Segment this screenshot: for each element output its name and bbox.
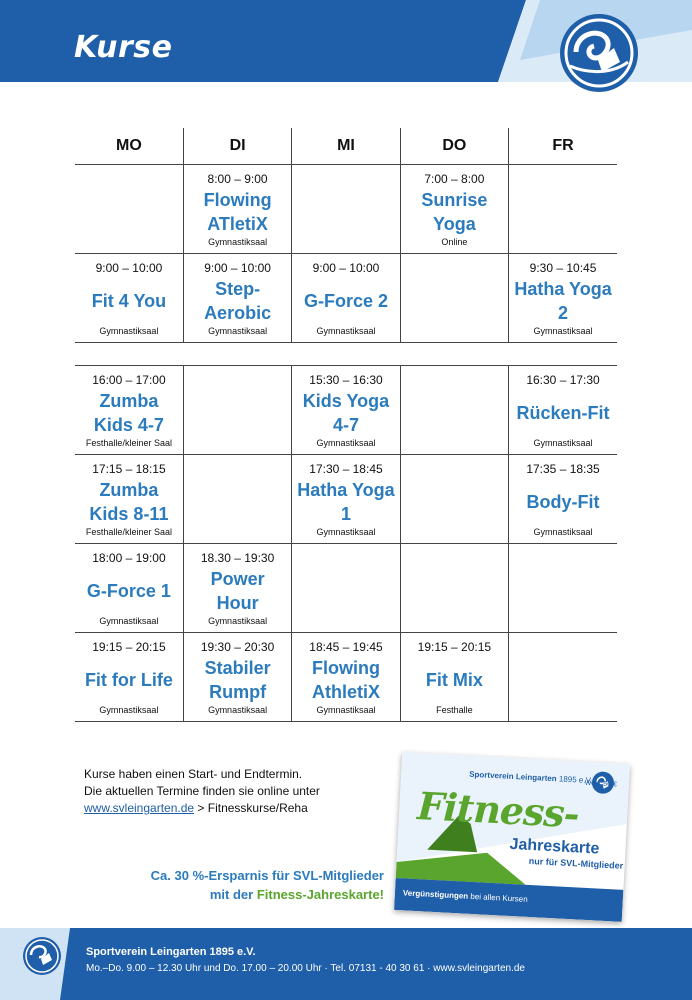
course-name: Flowing ATletiX — [203, 189, 272, 234]
course-time: 18.30 – 19:30 — [200, 551, 275, 565]
course-name: Stabiler Rumpf — [204, 657, 271, 702]
course-time: 17:35 – 18:35 — [526, 462, 600, 476]
gap-cell — [400, 343, 508, 366]
course-name — [559, 640, 567, 715]
timetable-cell — [400, 633, 508, 722]
svl-logo — [558, 12, 640, 94]
course-slot — [75, 455, 183, 543]
course-name — [559, 551, 567, 626]
course-name: Flowing AthletiX — [311, 657, 380, 702]
day-header: MI — [292, 128, 400, 165]
course-time: 9:30 – 10:45 — [529, 261, 597, 275]
course-slot — [509, 366, 617, 454]
card-club: Sportverein Leingarten — [468, 769, 557, 784]
course-time: 9:00 – 10:00 — [95, 261, 163, 275]
course-slot — [292, 455, 399, 543]
timetable-row — [75, 633, 617, 722]
course-slot — [184, 254, 291, 342]
timetable-cell — [75, 633, 183, 722]
gap-cell — [183, 343, 291, 366]
course-slot — [401, 366, 508, 454]
course-room: Gymnastiksaal — [208, 237, 268, 247]
course-name: G-Force 2 — [303, 290, 388, 311]
course-slot — [401, 254, 508, 342]
course-slot — [401, 633, 508, 721]
course-name: Hatha Yoga 1 — [297, 479, 395, 524]
course-name: Zumba Kids 8-11 — [89, 479, 169, 524]
course-time: 18:45 – 19:45 — [309, 640, 383, 654]
timetable-cell — [75, 455, 183, 544]
course-time: 19:15 – 20:15 — [92, 640, 166, 654]
course-name: Hatha Yoga 2 — [514, 278, 612, 323]
timetable-cell — [400, 165, 508, 254]
timetable-cell — [509, 254, 617, 343]
course-slot — [509, 455, 617, 543]
course-room: Gymnastiksaal — [99, 616, 159, 626]
course-name — [342, 551, 350, 626]
timetable-cell — [400, 544, 508, 633]
day-header: DI — [183, 128, 291, 165]
course-room: Gymnastiksaal — [533, 326, 593, 336]
card-discount — [403, 888, 528, 904]
timetable-cell — [292, 633, 400, 722]
link-suffix: > Fitnesskurse/Reha — [194, 801, 308, 815]
timetable-body — [75, 165, 617, 722]
timetable-gap — [75, 343, 617, 366]
timetable-row — [75, 165, 617, 254]
course-slot — [75, 366, 183, 454]
info-line: Die aktuellen Termine finden sie online unter — [84, 784, 320, 798]
footer-contact: Mo.–Do. 9.00 – 12.30 Uhr und Do. 17.00 – 20.00 Uhr · Tel. 07131 - 40 30 61 · www.svleingarten.de — [86, 963, 525, 974]
course-time: 19:15 – 20:15 — [417, 640, 492, 654]
course-time: 16:00 – 17:00 — [92, 373, 166, 387]
course-slot — [292, 165, 399, 253]
gap-cell — [75, 343, 183, 366]
timetable-cell — [183, 455, 291, 544]
course-slot — [401, 455, 508, 543]
course-slot — [184, 165, 291, 253]
course-slot — [292, 366, 399, 454]
course-name: Zumba Kids 4-7 — [93, 390, 164, 435]
course-room: Gymnastiksaal — [208, 705, 268, 715]
timetable-cell — [183, 165, 291, 254]
course-slot — [184, 366, 291, 454]
course-name: Sunrise Yoga — [421, 189, 488, 234]
course-slot — [184, 633, 291, 721]
course-name — [450, 373, 458, 448]
course-room: Gymnastiksaal — [99, 326, 159, 336]
timetable-cell — [509, 165, 617, 254]
course-slot — [75, 633, 183, 721]
timetable-cell — [183, 254, 291, 343]
course-name: Body-Fit — [526, 491, 600, 512]
course-time: 7:00 – 8:00 — [424, 172, 485, 186]
course-time: 15:30 – 16:30 — [309, 373, 383, 387]
timetable-cell — [75, 366, 183, 455]
course-slot — [401, 544, 508, 632]
course-name: G-Force 1 — [86, 580, 171, 601]
course-name: Fit Mix — [425, 669, 483, 690]
course-room: Gymnastiksaal — [316, 527, 376, 537]
course-time: 19:30 – 20:30 — [200, 640, 275, 654]
timetable-cell — [183, 633, 291, 722]
course-time: 9:00 – 10:00 — [312, 261, 380, 275]
savings-highlight: Fitness-Jahreskarte! — [256, 887, 384, 902]
course-room: Gymnastiksaal — [208, 616, 268, 626]
savings-line: Ca. 30 %-Ersparnis für SVL-Mitglieder — [150, 868, 384, 883]
course-time: 17:15 – 18:15 — [92, 462, 166, 476]
timetable-cell — [292, 366, 400, 455]
info-line — [84, 800, 320, 817]
timetable-cell — [75, 254, 183, 343]
timetable-row — [75, 544, 617, 633]
savings-prefix: mit der — [209, 887, 257, 902]
course-name: Power Hour — [210, 568, 265, 613]
info-line: Kurse haben einen Start- und Endtermin. — [84, 767, 303, 781]
info-text — [84, 766, 320, 817]
fitness-card-image — [394, 752, 630, 922]
course-slot — [509, 254, 617, 342]
timetable-cell — [292, 165, 400, 254]
timetable-cell — [509, 544, 617, 633]
course-time: 17:30 – 18:45 — [309, 462, 383, 476]
course-room: Gymnastiksaal — [533, 527, 593, 537]
course-slot — [75, 254, 183, 342]
course-room: Gymnastiksaal — [316, 705, 376, 715]
course-slot — [292, 633, 399, 721]
gap-cell — [292, 343, 400, 366]
website-link[interactable]: www.svleingarten.de — [84, 801, 195, 815]
card-discount-rest: bei allen Kursen — [467, 891, 528, 904]
course-room: Gymnastiksaal — [99, 705, 159, 715]
svl-logo-footer — [22, 936, 62, 976]
course-room: Online — [441, 237, 468, 247]
course-time: 9:00 – 10:00 — [204, 261, 271, 275]
course-slot — [292, 254, 399, 342]
day-header: FR — [509, 128, 617, 165]
timetable-cell — [183, 366, 291, 455]
course-name: Step-Aerobic — [204, 278, 272, 323]
course-name: Rücken-Fit — [516, 402, 610, 423]
timetable-row — [75, 254, 617, 343]
course-room: Festhalle/kleiner Saal — [85, 527, 172, 537]
course-slot — [184, 544, 291, 632]
course-timetable — [75, 128, 617, 722]
gap-cell — [509, 343, 617, 366]
course-name — [125, 172, 133, 247]
savings-note — [151, 866, 384, 904]
course-name — [450, 261, 458, 336]
card-discount-bold: Vergünstigungen — [402, 888, 469, 901]
day-header: MO — [75, 128, 183, 165]
savings-line — [151, 885, 384, 904]
timetable-cell — [509, 455, 617, 544]
course-name — [450, 462, 458, 537]
timetable-cell — [400, 455, 508, 544]
course-slot — [75, 165, 183, 253]
course-time: 18:00 – 19:00 — [92, 551, 166, 565]
course-name — [450, 551, 458, 626]
timetable-cell — [400, 254, 508, 343]
course-slot — [509, 165, 617, 253]
timetable-cell — [292, 254, 400, 343]
course-slot — [509, 544, 617, 632]
course-name: Fit 4 You — [91, 290, 167, 311]
timetable-row — [75, 366, 617, 455]
course-slot — [292, 544, 399, 632]
course-room: Gymnastiksaal — [533, 438, 593, 448]
course-time: 8:00 – 9:00 — [207, 172, 268, 186]
card-members-only: nur für SVL-Mitglieder — [528, 855, 624, 871]
timetable-cell — [75, 544, 183, 633]
footer-club-name: Sportverein Leingarten 1895 e.V. — [86, 946, 256, 958]
course-name: Kids Yoga 4-7 — [302, 390, 390, 435]
card-fitness-title: Fitness- — [416, 783, 580, 837]
course-room: Gymnastiksaal — [316, 438, 376, 448]
timetable-row — [75, 455, 617, 544]
timetable-cell — [183, 544, 291, 633]
timetable-cell — [75, 165, 183, 254]
course-room: Festhalle/kleiner Saal — [85, 438, 172, 448]
course-time: 16:30 – 17:30 — [526, 373, 600, 387]
timetable-cell — [509, 366, 617, 455]
timetable-cell — [292, 455, 400, 544]
course-name — [234, 462, 242, 537]
card-jahreskarte: Jahreskarte — [509, 835, 600, 858]
course-name — [559, 172, 567, 247]
course-name: Fit for Life — [84, 669, 173, 690]
page-title: Kurse — [74, 30, 173, 65]
timetable-cell — [292, 544, 400, 633]
card-value: Wert: 50 € — [584, 779, 618, 789]
course-room: Gymnastiksaal — [208, 326, 268, 336]
timetable-cell — [509, 633, 617, 722]
day-header: DO — [400, 128, 508, 165]
course-name — [342, 172, 350, 247]
course-room: Festhalle — [436, 705, 473, 715]
course-room: Gymnastiksaal — [316, 326, 376, 336]
course-slot — [509, 633, 617, 721]
card-club-year: 1895 e.V. — [558, 774, 593, 786]
timetable-cell — [400, 366, 508, 455]
course-slot — [401, 165, 508, 253]
course-slot — [184, 455, 291, 543]
course-name — [234, 373, 242, 448]
course-slot — [75, 544, 183, 632]
